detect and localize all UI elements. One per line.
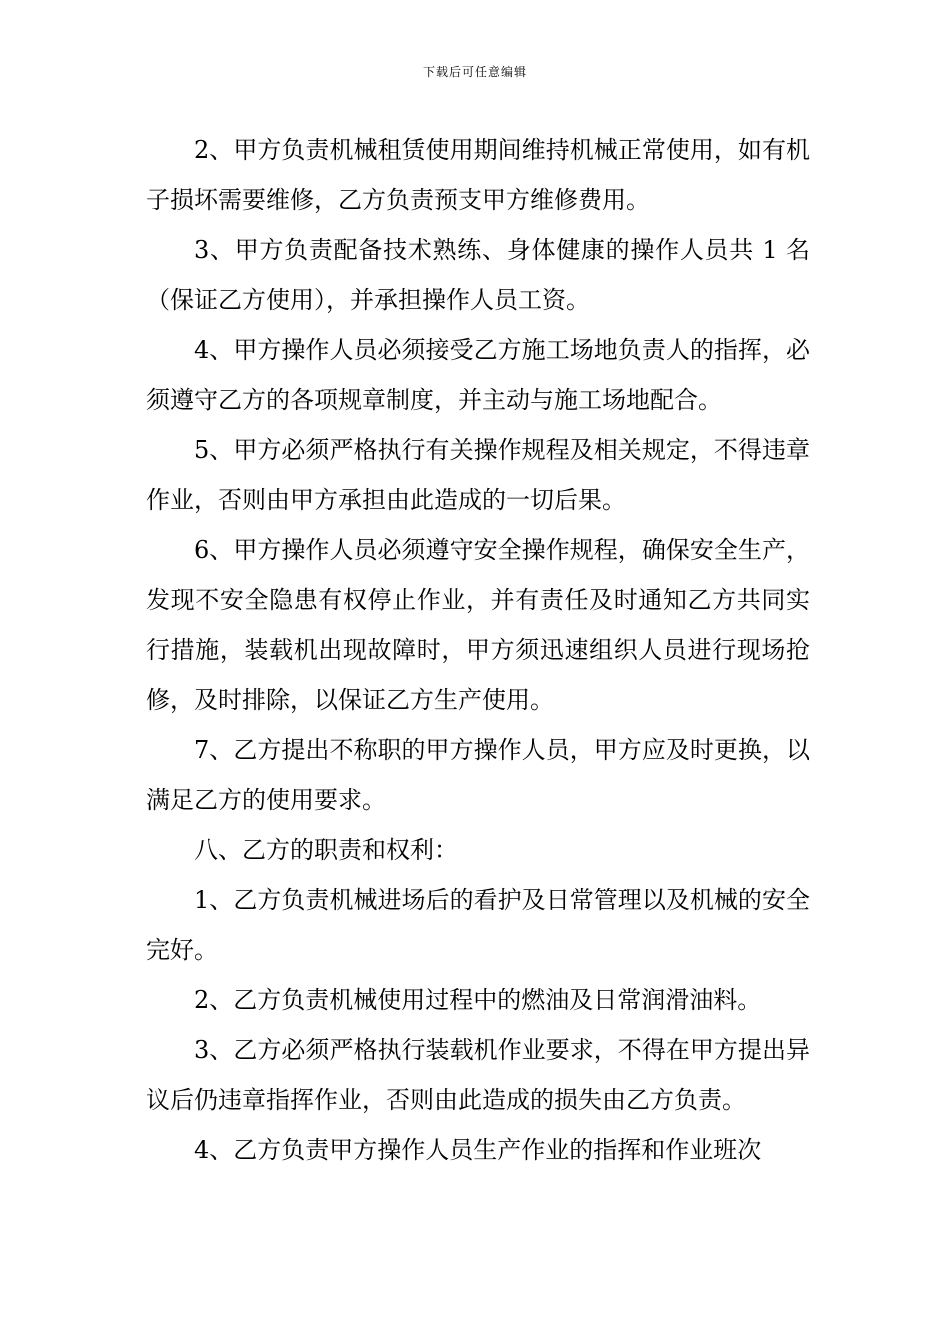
paragraph-jia-5: 5、甲方必须严格执行有关操作规程及相关规定，不得违章作业，否则由甲方承担由此造成的一切后果。 bbox=[146, 436, 810, 514]
paragraph-jia-7: 7、乙方提出不称职的甲方操作人员，甲方应及时更换，以满足乙方的使用要求。 bbox=[146, 736, 810, 814]
paragraph-jia-3: 3、甲方负责配备技术熟练、身体健康的操作人员共 1 名（保证乙方使用），并承担操作人员工资。 bbox=[146, 236, 810, 314]
section-heading-yi-duties: 八、乙方的职责和权利： bbox=[194, 836, 458, 864]
paragraph-jia-4: 4、甲方操作人员必须接受乙方施工场地负责人的指挥，必须遵守乙方的各项规章制度，并主动与施工场地配合。 bbox=[146, 336, 810, 414]
page-header-note: 下载后可任意编辑 bbox=[422, 65, 527, 79]
paragraph-jia-6: 6、甲方操作人员必须遵守安全操作规程，确保安全生产，发现不安全隐患有权停止作业，并有责任及时通知乙方共同实行措施，装载机出现故障时，甲方须迅速组织人员进行现场抢修，及时排除，以保证乙方生产使用。 bbox=[146, 536, 810, 714]
paragraph-yi-4: 4、乙方负责甲方操作人员生产作业的指挥和作业班次 bbox=[194, 1136, 762, 1164]
paragraph-jia-2: 2、甲方负责机械租赁使用期间维持机械正常使用，如有机子损坏需要维修，乙方负责预支甲方维修费用。 bbox=[146, 136, 810, 214]
paragraph-yi-2: 2、乙方负责机械使用过程中的燃油及日常润滑油料。 bbox=[194, 986, 762, 1014]
paragraph-yi-1: 1、乙方负责机械进场后的看护及日常管理以及机械的安全完好。 bbox=[146, 886, 810, 964]
paragraph-yi-3: 3、乙方必须严格执行装载机作业要求，不得在甲方提出异议后仍违章指挥作业，否则由此造成的损失由乙方负责。 bbox=[146, 1036, 810, 1114]
document-body bbox=[146, 125, 810, 1175]
